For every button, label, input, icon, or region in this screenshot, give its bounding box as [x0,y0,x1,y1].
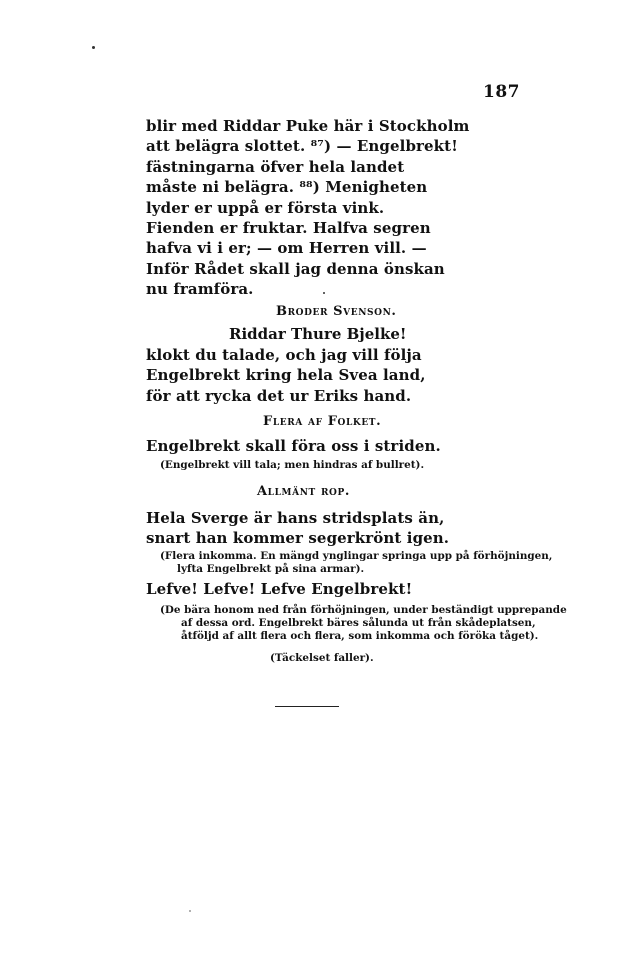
verse-line: att belägra slottet. ⁸⁷) — Engelbrekt! [146,137,458,156]
speaker-heading: Allmänt rop. [257,484,350,499]
verse-block-3 [146,436,466,456]
verse-line: snart han kommer segerkrönt igen. [146,529,450,548]
verse-line: lyder er uppå er första vink. [146,198,385,217]
stage-direction [160,550,552,576]
stage-line: af dessa ord. Engelbrekt bäres sålunda ut från skådeplatsen, [181,617,536,629]
print-speck [189,910,191,912]
speaker-heading: Broder Svenson. [276,304,397,319]
verse-line: hafva vi i er; — om Herren vill. — [146,239,427,258]
verse-line: fästningarna öfver hela landet [146,157,405,176]
stage-line: åtföljd af allt flera och flera, som inkomma och föröka tåget). [181,630,539,642]
verse-block-1 [146,116,470,300]
verse-line: Fienden er fruktar. Halfva segren [146,219,431,238]
stage-direction [160,604,567,643]
verse-line: Hela Sverge är hans stridsplats än, [146,509,445,527]
verse-line: Engelbrekt skall föra oss i striden. [146,437,441,455]
stage-line: lyfta Engelbrekt på sina armar). [177,563,365,575]
verse-line: måste ni belägra. ⁸⁸) Menigheten [146,178,428,197]
verse-block-5 [146,579,466,599]
verse-block-2 [146,345,466,406]
verse-line: blir med Riddar Puke här i Stockholm [146,117,470,135]
stage-line: (De bära honom ned från förhöjningen, under beständigt upprepande [160,604,567,616]
page-number: 187 [483,82,520,102]
print-speck [92,46,95,49]
print-speck [323,292,325,294]
verse-line: Inför Rådet skall jag denna önskan [146,259,445,278]
verse-line: för att rycka det ur Eriks hand. [146,386,412,405]
stage-line: (Flera inkomma. En mängd ynglingar springa upp på förhöjningen, [160,550,553,562]
speaker-heading: Flera af Folket. [263,414,382,429]
curtain-direction: (Täckelset faller). [270,652,374,664]
verse-block-4 [146,508,466,549]
verse-line: Lefve! Lefve! Lefve Engelbrekt! [146,580,413,598]
end-rule [275,706,339,707]
verse-line: klokt du talade, och jag vill följa [146,346,422,364]
stage-direction: (Engelbrekt vill tala; men hindras af bullret). [160,459,425,471]
verse-line: Engelbrekt kring hela Svea land, [146,366,426,385]
verse-line-indented: Riddar Thure Bjelke! [229,325,407,343]
verse-line: nu framföra. [146,280,254,299]
